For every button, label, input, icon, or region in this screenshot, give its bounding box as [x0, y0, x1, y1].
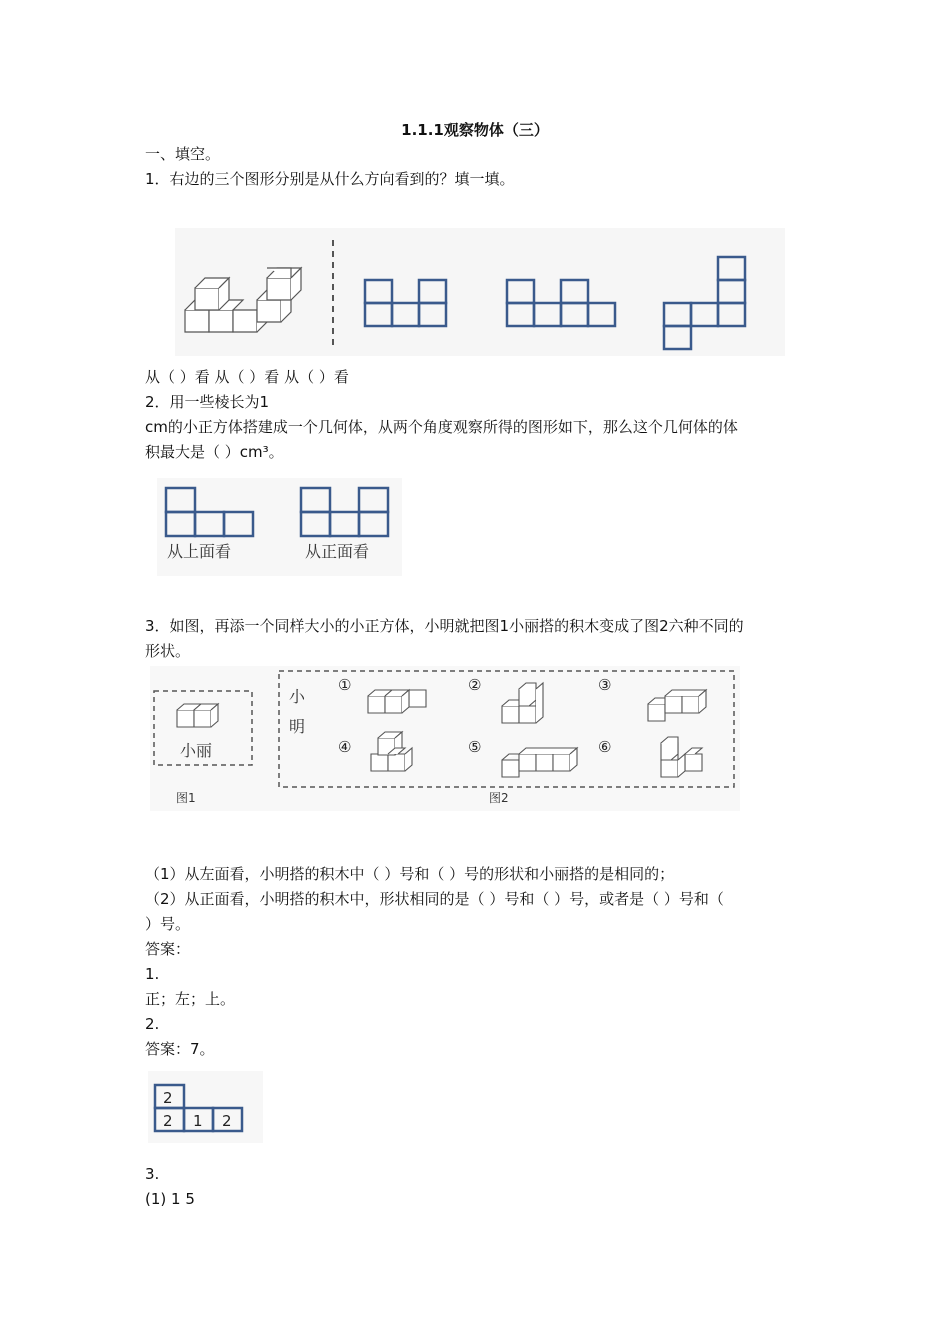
grid-cell-3: 2 — [222, 1112, 232, 1130]
answer-3-number: 3. — [145, 1165, 160, 1183]
top-view-label: 从上面看 — [167, 542, 232, 561]
q3-figure — [150, 666, 740, 811]
question-3-part-1: （1）从左面看，小明搭的积木中（ ）号和（ ）号的形状和小丽搭的是相同的； — [145, 865, 675, 883]
q1-answer-blanks: 从（ ）看 从（ ）看 从（ ）看 — [145, 368, 349, 386]
page-title: 1.1.1观察物体（三） — [401, 121, 549, 139]
q1-figure — [175, 228, 785, 356]
answer-2-text: 答案：7。 — [145, 1040, 215, 1058]
question-3-part-2-line-1: （2）从正面看，小明搭的积木中，形状相同的是（ ）号和（ ）号，或者是（ ）号和（ — [145, 890, 724, 908]
question-3-line-2: 形状。 — [145, 642, 191, 660]
section-heading: 一、填空。 — [145, 145, 221, 163]
marker-6: ⑥ — [598, 738, 612, 756]
marker-3: ③ — [598, 676, 612, 694]
answer-2-grid — [148, 1071, 263, 1143]
marker-5: ⑤ — [468, 738, 482, 756]
fig2-name-char-1: 小 — [289, 687, 306, 706]
fig1-caption: 图1 — [176, 791, 196, 805]
answer-1-number: 1. — [145, 965, 160, 983]
fig2-caption: 图2 — [489, 791, 509, 805]
q2-figure — [157, 478, 402, 576]
grid-cell-2: 1 — [193, 1112, 203, 1130]
fig2-name-char-2: 明 — [289, 717, 306, 736]
marker-2: ② — [468, 676, 482, 694]
question-3-part-2-line-2: ）号。 — [145, 915, 191, 933]
question-2-line-1: 2．用一些棱长为1 — [145, 393, 270, 411]
answer-2-number: 2. — [145, 1015, 160, 1033]
answers-heading: 答案： — [145, 940, 191, 958]
answer-1-text: 正；左；上。 — [145, 990, 236, 1008]
question-3-line-1: 3．如图，再添一个同样大小的小正方体，小明就把图1小丽搭的积木变成了图2六种不同的 — [145, 617, 744, 635]
answer-3-text: (1) 1 5 — [145, 1190, 195, 1208]
grid-cell-1: 2 — [163, 1112, 173, 1130]
front-view-label: 从正面看 — [305, 542, 370, 561]
marker-4: ④ — [338, 738, 352, 756]
marker-1: ① — [338, 676, 352, 694]
question-2-line-2: cm的小正方体搭建成一个几何体，从两个角度观察所得的图形如下，那么这个几何体的体 — [145, 418, 738, 436]
question-1: 1．右边的三个图形分别是从什么方向看到的？填一填。 — [145, 170, 515, 188]
xiaoli-blocks — [177, 704, 218, 727]
fig1-name: 小丽 — [180, 741, 213, 760]
question-2-line-3: 积最大是（ ）cm³。 — [145, 443, 284, 461]
grid-cell-top: 2 — [163, 1089, 173, 1107]
